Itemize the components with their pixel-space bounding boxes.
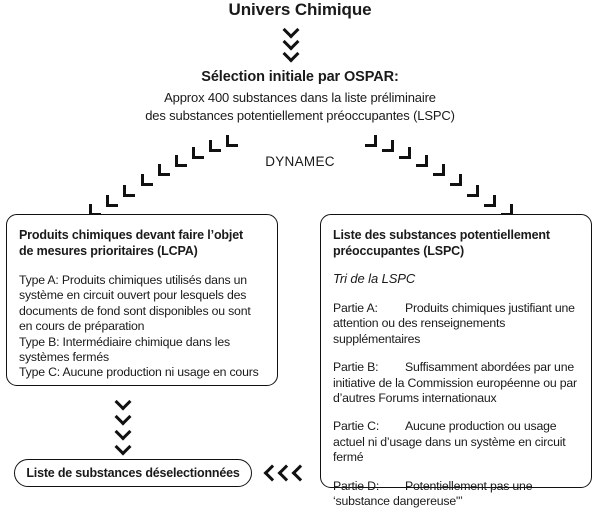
lspc-part-b-label: Partie B: — [333, 360, 379, 375]
lspc-part-a-text: Produits chimiques justifiant une attention ou des renseignements supplémentaires — [333, 301, 575, 346]
lspc-part-d — [333, 479, 581, 509]
chevron-left-icon — [277, 464, 291, 480]
arc-mark-right-icon — [416, 155, 425, 164]
dynamec-label: DYNAMEC — [265, 154, 335, 169]
arc-mark-left-icon — [158, 164, 167, 173]
lspc-subtitle: Tri de la LSPC — [333, 271, 416, 286]
arc-mark-left-icon — [175, 155, 184, 164]
arc-mark-left-icon — [226, 135, 235, 144]
arc-mark-right-icon — [433, 164, 442, 173]
lspc-part-c — [333, 419, 581, 465]
arc-mark-right-icon — [399, 147, 408, 156]
lspc-title-line-2: préoccupantes (LSPC) — [333, 244, 465, 258]
lspc-part-c-text: Aucune production ou usage actuel ni d’usage dans un système en circuit fermé — [333, 419, 566, 465]
ospar-heading: Sélection initiale par OSPAR: — [201, 69, 399, 85]
arc-mark-left-icon — [106, 195, 115, 204]
lcpa-box — [6, 214, 278, 386]
arc-mark-right-icon — [450, 174, 459, 183]
lspc-part-d-label: Partie D: — [333, 478, 380, 493]
deselected-substances-label: Liste de substances déselectionnées — [26, 466, 240, 480]
lspc-box-title — [333, 227, 581, 259]
lcpa-box-title — [19, 227, 267, 259]
arc-mark-left-icon — [209, 140, 218, 149]
arc-mark-left-icon — [192, 147, 201, 156]
arc-mark-left-icon — [141, 174, 150, 183]
deselected-substances-box — [14, 459, 252, 487]
arc-mark-right-icon — [484, 195, 493, 204]
lspc-part-b-text: Suffisamment abordées par une initiative de la Commission européenne ou par d’autres Forums internationaux — [333, 360, 577, 406]
chevron-left-icon — [291, 464, 305, 480]
lspc-part-a — [333, 301, 581, 347]
ospar-subtext-line-2: des substances potentiellement préoccupantes (LSPC) — [145, 108, 455, 123]
ospar-subtext — [0, 89, 600, 125]
arc-mark-right-icon — [365, 135, 374, 144]
arc-mark-right-icon — [467, 185, 476, 194]
lcpa-title-line-2: de mesures prioritaires (LCPA) — [19, 244, 198, 258]
lcpa-type-a: Type A: Produits chimiques utilisés dans un système en circuit ouvert pour lesquels des documents de fond sont disponibles ou sont en cours de préparation — [19, 273, 251, 334]
lcpa-type-b: Type B: Intermédiaire chimique dans les systèmes fermés — [19, 334, 230, 365]
ospar-subtext-line-1: Approx 400 substances dans la liste préliminaire — [164, 90, 436, 105]
lcpa-type-c: Type C: Aucune production ni usage en cours — [19, 365, 259, 380]
lspc-part-c-label: Partie C: — [333, 419, 380, 434]
arc-mark-left-icon — [123, 185, 132, 194]
lcpa-title-line-1: Produits chimiques devant faire l’objet — [19, 228, 244, 242]
arc-mark-right-icon — [382, 140, 391, 149]
chevron-left-icon — [263, 464, 277, 480]
arrow-left-chevrons — [263, 464, 305, 480]
dynamec-split-arrows — [80, 133, 520, 213]
page-title: Univers Chimique — [228, 0, 372, 19]
lspc-part-a-label: Partie A: — [333, 301, 378, 315]
lspc-title-line-1: Liste des substances potentiellement — [333, 228, 550, 242]
arc-mark-right-icon — [501, 204, 510, 213]
arc-mark-left-icon — [89, 204, 98, 213]
lspc-box — [320, 214, 592, 509]
lspc-part-b — [333, 360, 581, 406]
lspc-part-d-text: Potentiellement pas une ‘substance dangereuse"’ — [333, 478, 533, 509]
